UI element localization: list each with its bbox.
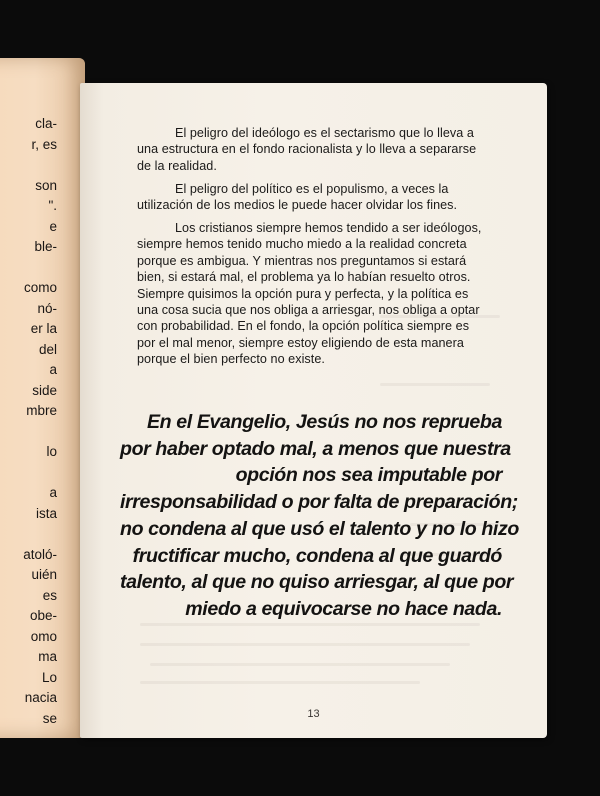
left-page-text-fragment: del	[38, 341, 57, 357]
left-page-text-fragment: lo	[46, 444, 57, 459]
bleed-through-line	[140, 623, 480, 626]
bleed-through-line	[380, 383, 490, 386]
left-page-text-fragment: ma	[38, 649, 57, 664]
paragraph-line: Siempre quisimos la opción pura y perfecta, y la política es	[137, 286, 469, 301]
quote-line: En el Evangelio, Jesús no nos reprueba	[146, 411, 502, 433]
left-page-text-fragment: se	[42, 710, 57, 726]
left-page-text-fragment: cla-	[35, 116, 57, 131]
right-page	[80, 83, 547, 738]
paragraph-line: Los cristianos siempre hemos tendido a ser ideólogos,	[175, 221, 482, 235]
left-page-text-fragment: omo	[30, 628, 57, 644]
left-page-text-fragment: ble-	[34, 239, 57, 254]
left-page-text-fragment: es	[42, 587, 57, 603]
left-page-text-fragment: obe-	[29, 608, 57, 623]
left-page-text-fragment: er la	[30, 321, 57, 336]
bleed-through-line	[140, 643, 470, 646]
left-page-text-fragment: r, es	[31, 136, 57, 152]
paragraph-line: porque es ambigua. Y mientras nos preguntamos si estará	[137, 253, 467, 268]
paragraph-line: una estructura en el fondo racionalista y lo lleva a separarse	[137, 142, 477, 157]
page-number: 13	[307, 708, 320, 720]
left-page	[0, 58, 85, 738]
left-page-text-fragment: e	[49, 218, 57, 234]
paragraph-line: una cosa sucia que nos obliga a arriesgar, nos obliga a optar	[137, 303, 480, 318]
left-page-text-fragment: ".	[48, 198, 57, 213]
left-page-text-fragment: atoló-	[23, 546, 57, 562]
quote-line: irresponsabilidad o por falta de preparación;	[120, 491, 518, 514]
paragraph-line: El peligro del ideólogo es el sectarismo que lo lleva a	[175, 126, 474, 140]
left-page-text-fragment: nacia	[24, 690, 57, 705]
paragraph-line: utilización de los medios le puede hacer olvidar los fines.	[137, 198, 458, 213]
quote-line: por haber optado mal, a menos que nuestra	[120, 437, 511, 460]
paragraph-line: con probabilidad. En el fondo, la opción política siempre es	[137, 319, 470, 334]
left-page-text-fragment: son	[35, 177, 57, 193]
left-page-text-fragment: uién	[31, 567, 57, 582]
left-page-text-fragment: nó-	[37, 300, 57, 316]
paragraph-line: por el mal menor, siempre estoy eligiendo de esta manera	[137, 335, 464, 350]
quote-line: no condena al que usó el talento y no lo hizo	[120, 517, 519, 540]
pull-quote	[120, 409, 519, 623]
paragraph-line: El peligro del político es el populismo, a veces la	[175, 182, 449, 196]
left-page-text-fragment: Lo	[41, 669, 57, 685]
left-page-text-fragment: como	[23, 280, 57, 295]
bleed-through-line	[140, 681, 420, 684]
left-page-text-fragment: side	[32, 382, 57, 398]
paragraph-line: siempre hemos tenido mucho miedo a la realidad concreta	[137, 237, 467, 252]
left-page-text-fragment: a	[49, 362, 57, 377]
quote-line: opción nos sea imputable por	[235, 464, 502, 487]
paragraph-cristianos	[137, 220, 509, 368]
paragraph-politico	[137, 181, 509, 214]
quote-line: talento, al que no quiso arriesgar, al que por	[120, 571, 514, 594]
paragraph-ideologo	[137, 125, 509, 174]
paragraph-line: porque el bien perfecto no existe.	[137, 352, 325, 367]
left-page-text-fragment: mbre	[26, 403, 57, 418]
paragraph-line: de la realidad.	[137, 158, 217, 173]
quote-line: fructificar mucho, condena al que guardó	[132, 544, 502, 567]
left-page-text-fragment: a	[49, 485, 57, 500]
quote-line: miedo a equivocarse no hace nada.	[185, 597, 502, 620]
bleed-through-line	[150, 663, 450, 666]
left-page-text-fragment: ista	[35, 505, 57, 521]
paragraph-line: bien, si estará mal, el problema ya lo habían resuelto otros.	[137, 270, 471, 285]
